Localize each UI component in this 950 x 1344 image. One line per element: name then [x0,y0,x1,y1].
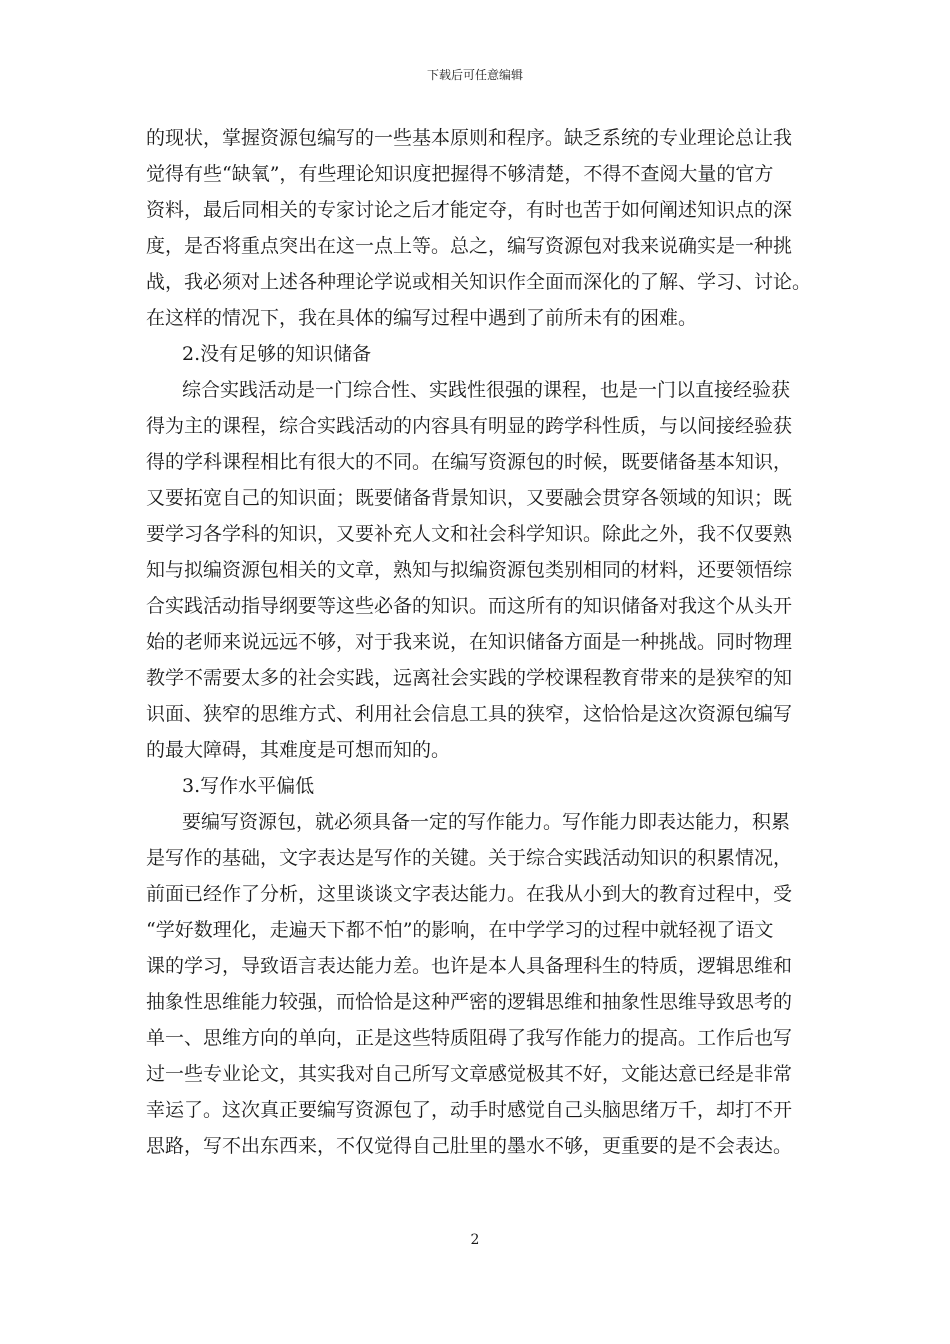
text-line: 是写作的基础，文字表达是写作的关键。关于综合实践活动知识的积累情况， [146,847,793,869]
text-line: 抽象性思维能力较强，而恰恰是这种严密的逻辑思维和抽象性思维导致思考的 [146,991,793,1013]
text-line: 合实践活动指导纲要等这些必备的知识。而这所有的知识储备对我这个从头开 [146,595,793,617]
text-line: 资料，最后同相关的专家讨论之后才能定夺，有时也苦于如何阐述知识点的深 [146,199,793,221]
section-heading: 3.写作水平偏低 [182,775,315,797]
text-line: 得为主的课程，综合实践活动的内容具有明显的跨学科性质，与以间接经验获 [146,415,793,437]
text-line: 前面已经作了分析，这里谈谈文字表达能力。在我从小到大的教育过程中，受 [146,883,793,905]
text-line: 的现状，掌握资源包编写的一些基本原则和程序。缺乏系统的专业理论总让我 [146,127,793,149]
page-number: 2 [470,1232,480,1248]
text-line: 度，是否将重点突出在这一点上等。总之，编写资源包对我来说确实是一种挑 [146,235,793,257]
text-line: 要学习各学科的知识，又要补充人文和社会科学知识。除此之外，我不仅要熟 [146,523,793,545]
text-line: 的最大障碍，其难度是可想而知的。 [146,739,451,761]
text-line: 始的老师来说远远不够，对于我来说，在知识储备方面是一种挑战。同时物理 [146,631,793,653]
text-line: 要编写资源包，就必须具备一定的写作能力。写作能力即表达能力，积累 [182,811,791,833]
text-line: 觉得有些“缺氧”，有些理论知识度把握得不够清楚，不得不查阅大量的官方 [146,163,774,185]
text-line: “学好数理化，走遍天下都不怕”的影响，在中学学习的过程中就轻视了语文 [146,919,774,941]
text-line: 单一、思维方向的单向，正是这些特质阻碍了我写作能力的提高。工作后也写 [146,1027,793,1049]
text-line: 课的学习，导致语言表达能力差。也许是本人具备理科生的特质，逻辑思维和 [146,955,793,977]
text-line: 思路，写不出东西来，不仅觉得自己肚里的墨水不够，更重要的是不会表达。 [146,1135,793,1157]
text-line: 幸运了。这次真正要编写资源包了，动手时感觉自己头脑思绪万千，却打不开 [146,1099,793,1121]
text-line: 综合实践活动是一门综合性、实践性很强的课程，也是一门以直接经验获 [182,379,791,401]
text-line: 得的学科课程相比有很大的不同。在编写资源包的时候，既要储备基本知识， [146,451,793,473]
text-line: 知与拟编资源包相关的文章，熟知与拟编资源包类别相同的材料，还要领悟综 [146,559,793,581]
text-line: 教学不需要太多的社会实践，远离社会实践的学校课程教育带来的是狭窄的知 [146,667,793,689]
page-header: 下载后可任意编辑 [426,68,523,82]
section-heading: 2.没有足够的知识储备 [182,343,372,365]
text-line: 又要拓宽自己的知识面；既要储备背景知识，又要融会贯穿各领域的知识；既 [146,487,793,509]
body-text [146,120,826,1164]
text-line: 战，我必须对上述各种理论学说或相关知识作全面而深化的了解、学习、讨论。 [146,271,812,293]
text-line: 在这样的情况下，我在具体的编写过程中遇到了前所未有的困难。 [146,307,698,329]
text-line: 过一些专业论文，其实我对自己所写文章感觉极其不好，文能达意已经是非常 [146,1063,793,1085]
text-line: 识面、狭窄的思维方式、利用社会信息工具的狭窄，这恰恰是这次资源包编写 [146,703,793,725]
